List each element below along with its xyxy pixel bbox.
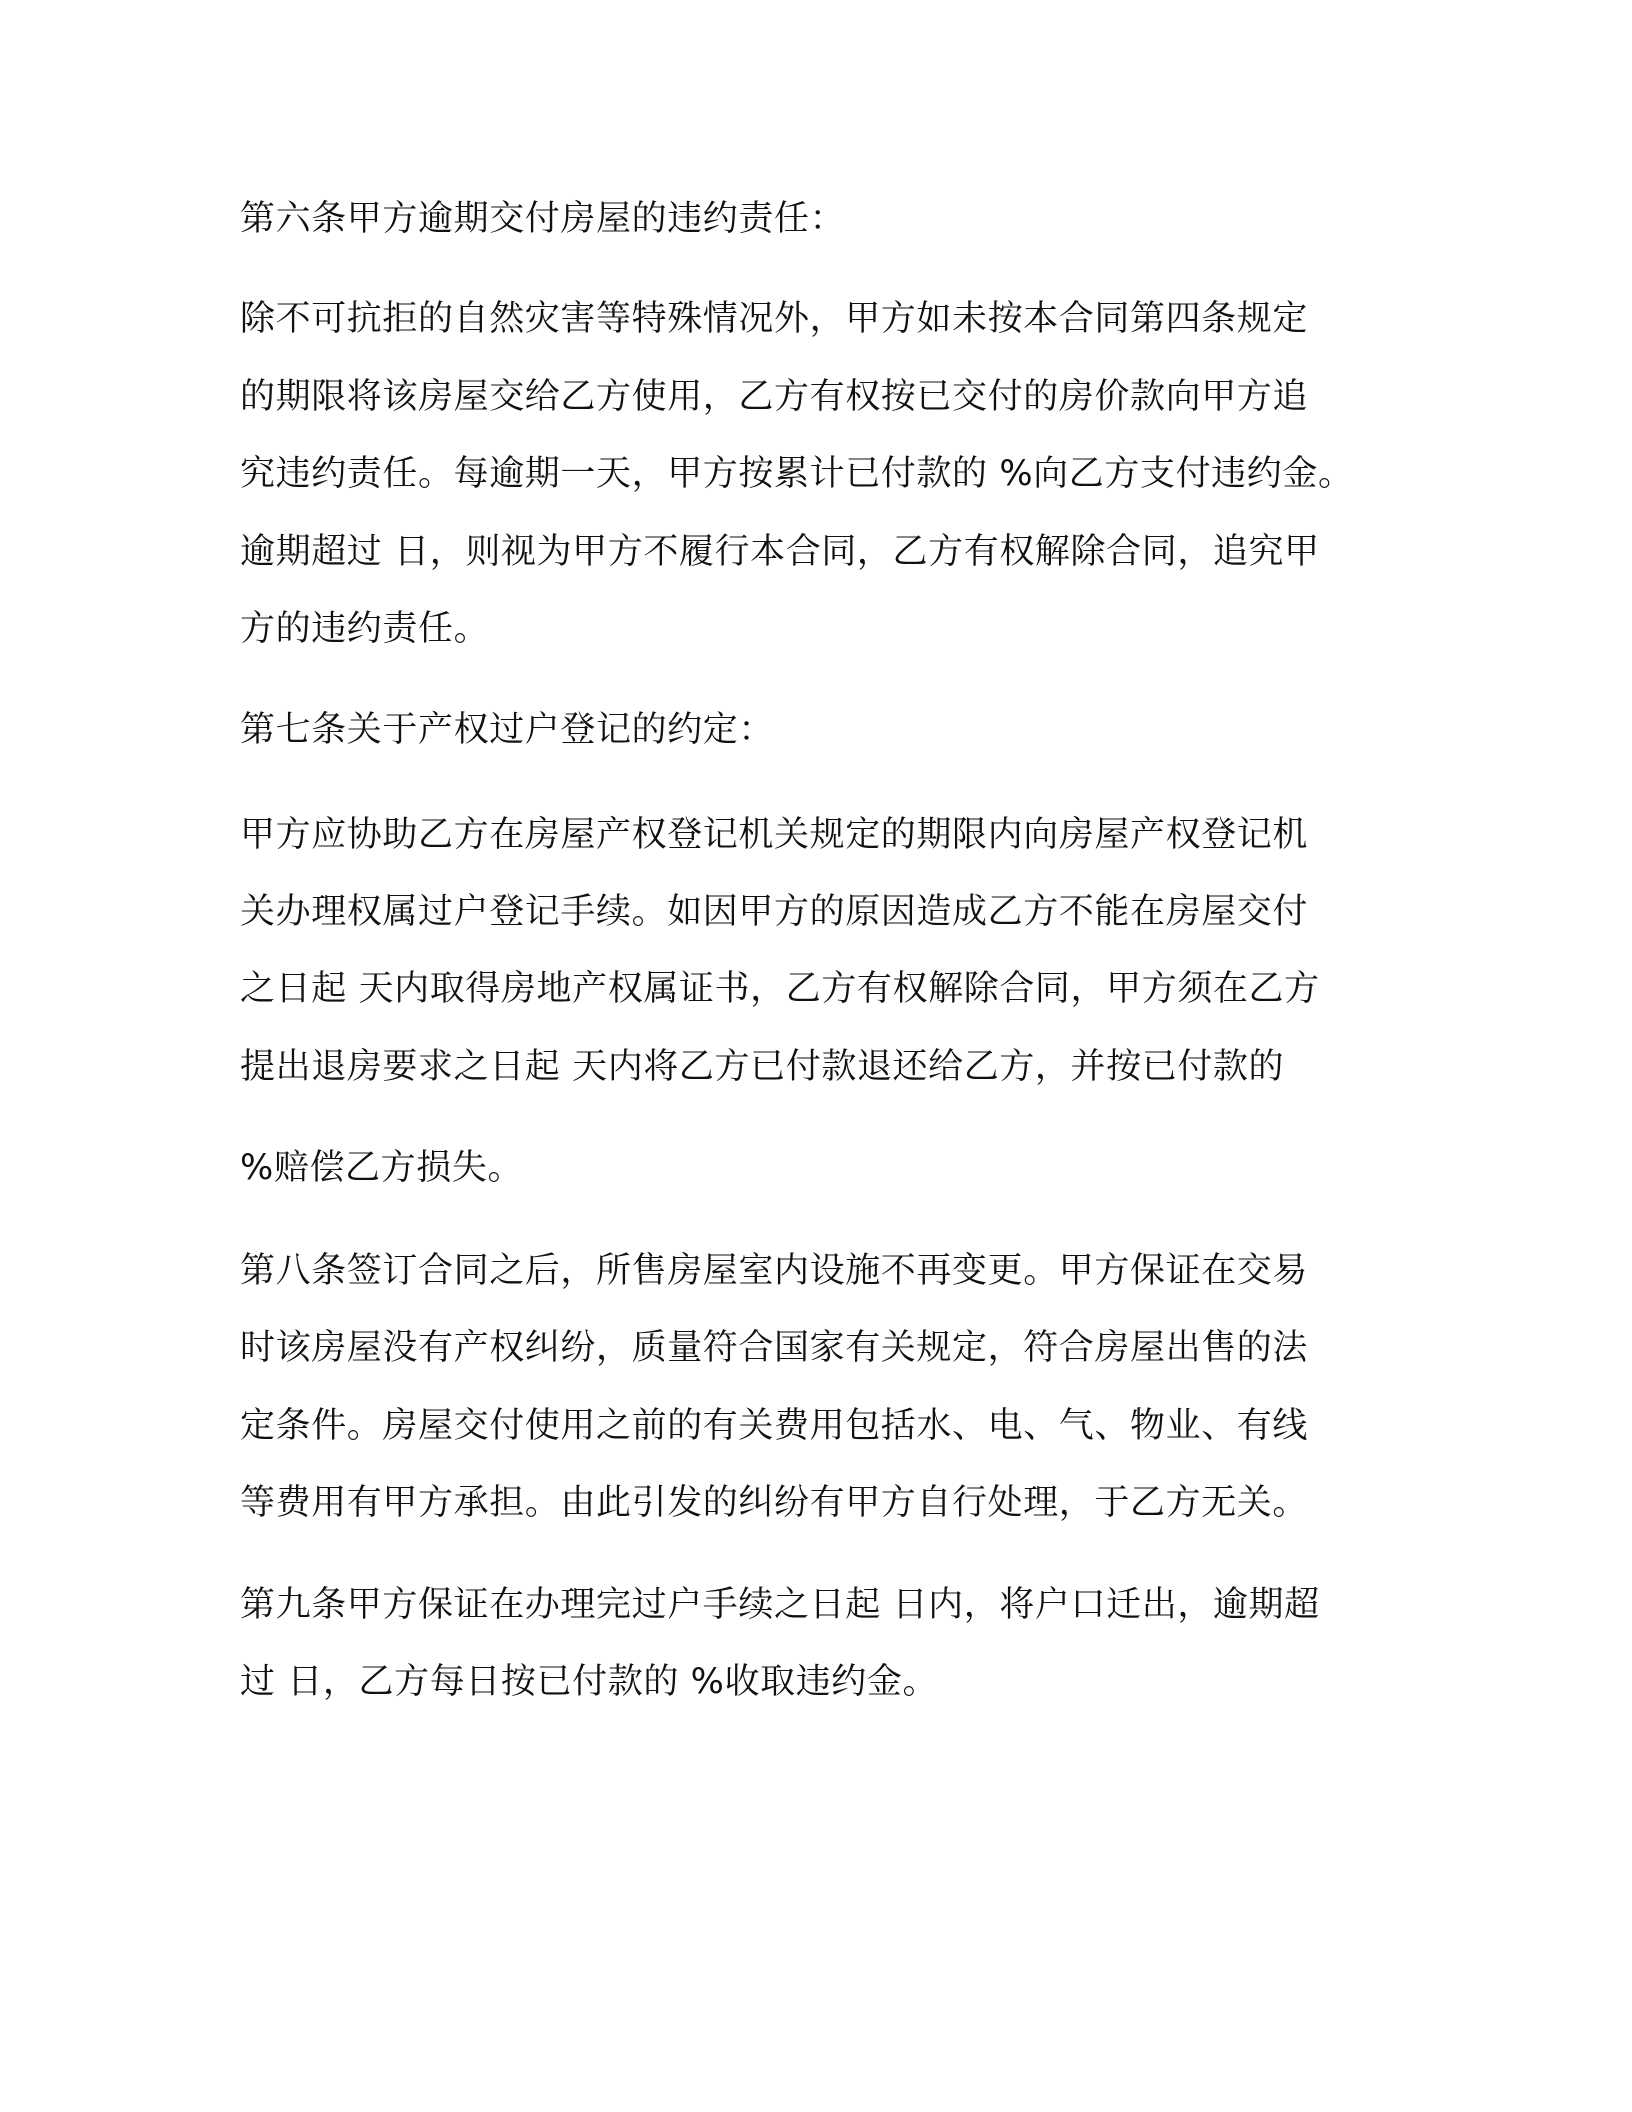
article-7-line-1: 甲方应协助乙方在房屋产权登记机关规定的期限内向房屋产权登记机: [240, 815, 1309, 855]
article-8-line-1: 第八条签订合同之后，所售房屋室内设施不再变更。甲方保证在交易: [240, 1251, 1309, 1291]
article-6-line-1: 除不可抗拒的自然灾害等特殊情况外，甲方如未按本合同第四条规定: [240, 299, 1309, 339]
article-7-line-4: 提出退房要求之日起 天内将乙方已付款退还给乙方，并按已付款的: [240, 1047, 1285, 1087]
article-6-line-3: 究违约责任。每逾期一天，甲方按累计已付款的 %向乙方支付违约金。: [240, 454, 1354, 494]
article-7-line-3: 之日起 天内取得房地产权属证书，乙方有权解除合同，甲方须在乙方: [240, 969, 1320, 1009]
article-6-line-4: 逾期超过 日，则视为甲方不履行本合同，乙方有权解除合同，追究甲: [240, 532, 1320, 572]
article-9-line-2: 过 日，乙方每日按已付款的 %收取违约金。: [240, 1662, 939, 1702]
article-8-line-3: 定条件。房屋交付使用之前的有关费用包括水、电、气、物业、有线: [240, 1406, 1309, 1446]
article-6-line-2: 的期限将该房屋交给乙方使用，乙方有权按已交付的房价款向甲方追: [240, 377, 1309, 417]
article-7-heading: 第七条关于产权过户登记的约定：: [240, 710, 775, 750]
article-6-line-5: 方的违约责任。: [240, 609, 490, 649]
article-9-line-1: 第九条甲方保证在办理完过户手续之日起 日内，将户口迁出，逾期超: [240, 1585, 1320, 1625]
article-8-line-2: 时该房屋没有产权纠纷，质量符合国家有关规定，符合房屋出售的法: [240, 1328, 1309, 1368]
article-7-line-2: 关办理权属过户登记手续。如因甲方的原因造成乙方不能在房屋交付: [240, 892, 1309, 932]
article-6-heading: 第六条甲方逾期交付房屋的违约责任：: [240, 199, 846, 239]
article-8-line-4: 等费用有甲方承担。由此引发的纠纷有甲方自行处理，于乙方无关。: [240, 1483, 1309, 1523]
article-7-line-5: %赔偿乙方损失。: [240, 1148, 524, 1188]
